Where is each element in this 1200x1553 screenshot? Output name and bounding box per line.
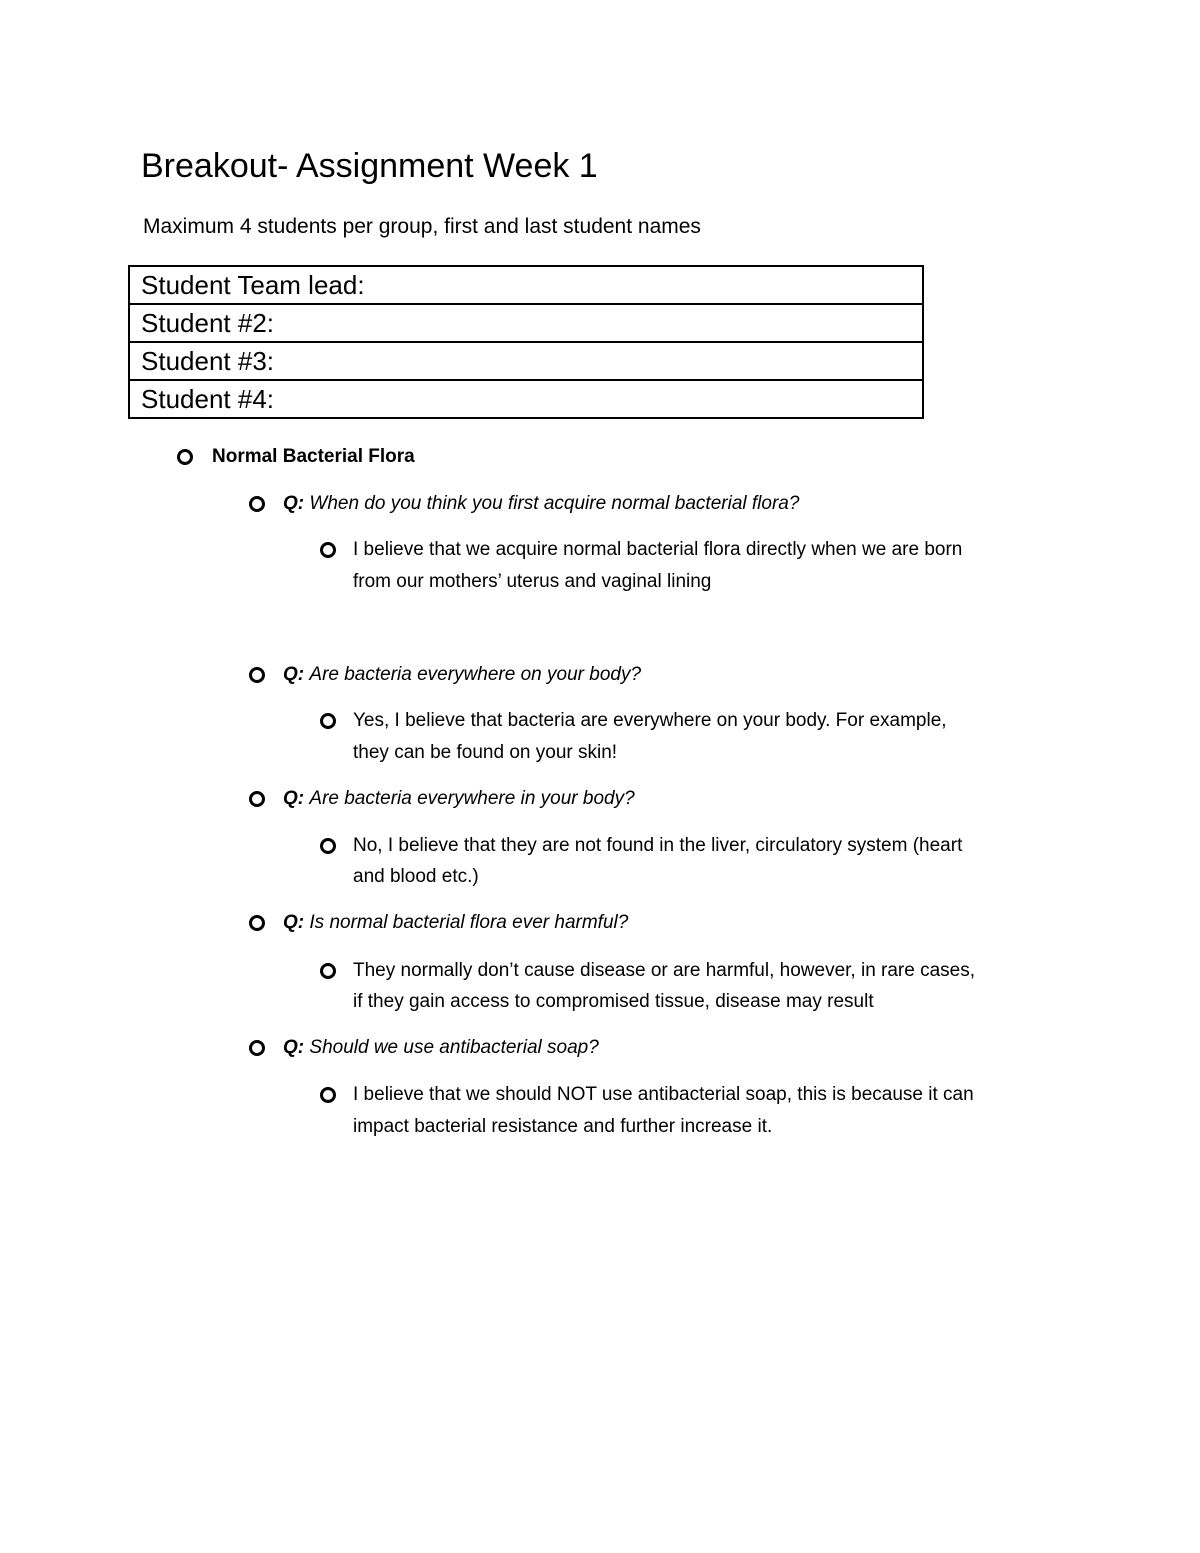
- circle-bullet-icon: [249, 915, 265, 931]
- question-3: [283, 783, 635, 814]
- circle-bullet-icon: [249, 667, 265, 683]
- document-subtitle: Maximum 4 students per group, first and last student names: [143, 215, 701, 238]
- student-2-cell: Student #2:: [129, 304, 923, 342]
- question-label: Q:: [283, 493, 305, 514]
- circle-bullet-icon: [320, 838, 336, 854]
- answer-5-line-1: I believe that we should NOT use antibacterial soap, this is because it can: [353, 1084, 974, 1105]
- answer-5-line-2: impact bacterial resistance and further increase it.: [353, 1116, 773, 1137]
- answer-1-line-2: from our mothers’ uterus and vaginal lining: [353, 571, 712, 592]
- answer-3-line-2: and blood etc.): [353, 866, 479, 887]
- circle-bullet-icon: [320, 542, 336, 558]
- document-title: Breakout- Assignment Week 1: [141, 147, 598, 185]
- question-label: Q:: [283, 664, 305, 685]
- table-row: [129, 380, 923, 418]
- student-3-cell: Student #3:: [129, 342, 923, 380]
- question-label: Q:: [283, 1037, 305, 1058]
- student-4-cell: Student #4:: [129, 380, 923, 418]
- table-row: [129, 266, 923, 304]
- student-team-table: [128, 265, 924, 419]
- circle-bullet-icon: [249, 791, 265, 807]
- student-team-lead-cell: Student Team lead:: [129, 266, 923, 304]
- question-text: When do you think you first acquire normal bacterial flora?: [309, 493, 800, 514]
- table-row: [129, 304, 923, 342]
- answer-1-line-1: I believe that we acquire normal bacterial flora directly when we are born: [353, 539, 963, 560]
- answer-2-line-1: Yes, I believe that bacteria are everywhere on your body. For example,: [353, 710, 947, 731]
- question-1: [283, 488, 799, 519]
- question-text: Is normal bacterial flora ever harmful?: [309, 912, 629, 933]
- question-5: [283, 1032, 599, 1063]
- question-2: [283, 659, 641, 690]
- circle-bullet-icon: [320, 963, 336, 979]
- question-label: Q:: [283, 788, 305, 809]
- circle-bullet-icon: [177, 449, 193, 465]
- table-row: [129, 342, 923, 380]
- circle-bullet-icon: [320, 713, 336, 729]
- question-label: Q:: [283, 912, 305, 933]
- circle-bullet-icon: [249, 496, 265, 512]
- answer-2-line-2: they can be found on your skin!: [353, 742, 618, 763]
- answer-4-line-2: if they gain access to compromised tissue, disease may result: [353, 991, 874, 1012]
- answer-4-line-1: They normally don’t cause disease or are harmful, however, in rare cases,: [353, 960, 976, 981]
- question-text: Are bacteria everywhere in your body?: [309, 788, 635, 809]
- answer-3-line-1: No, I believe that they are not found in the liver, circulatory system (heart: [353, 835, 963, 856]
- circle-bullet-icon: [320, 1087, 336, 1103]
- question-4: [283, 907, 628, 938]
- section-heading: Normal Bacterial Flora: [212, 446, 415, 467]
- question-text: Should we use antibacterial soap?: [309, 1037, 599, 1058]
- circle-bullet-icon: [249, 1040, 265, 1056]
- question-text: Are bacteria everywhere on your body?: [309, 664, 642, 685]
